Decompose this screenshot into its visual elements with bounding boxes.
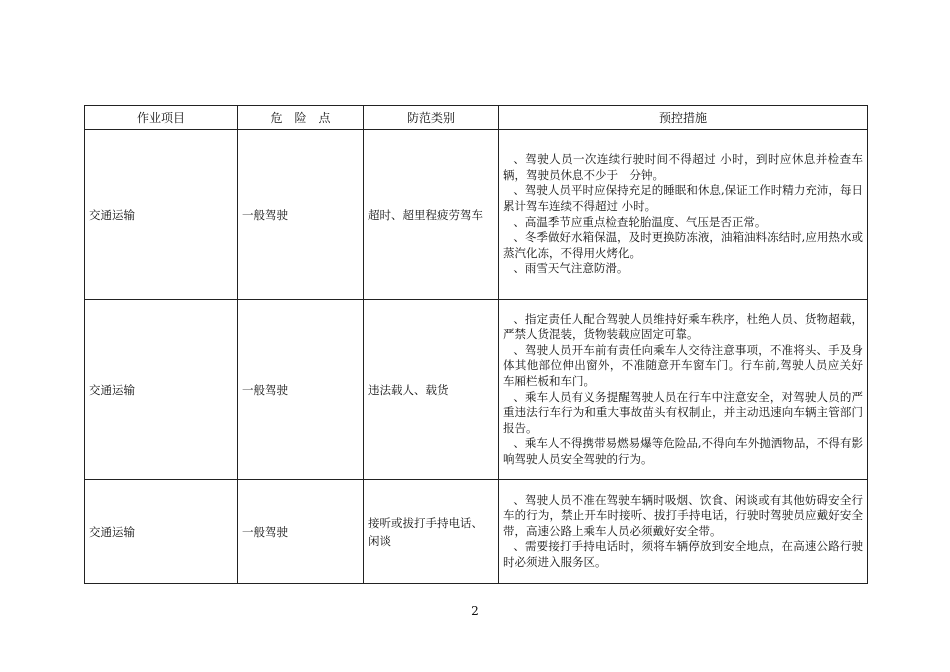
measure-item: 、需要接打手持电话时，须将车辆停放到安全地点，在高速公路行驶时必须进入服务区。 <box>503 539 863 569</box>
measure-item: 、驾驶人员不准在驾驶车辆时吸烟、饮食、闲谈或有其他妨碍安全行车的行为，禁止开车时接听、拔打手持电话，行驶时驾驶员应戴好安全带，高速公路上乘车人员必须戴好安全带。 <box>503 492 863 538</box>
hazard-cell: 一般驾驶 <box>238 300 364 480</box>
hazard-cell: 一般驾驶 <box>238 480 364 584</box>
header-measures: 预控措施 <box>499 106 868 130</box>
measure-item: 、乘车人员有义务提醒驾驶人员在行车中注意安全，对驾驶人员的严重违法行车行为和重大事故苗头有权制止，并主动迅速向车辆主管部门报告。 <box>503 389 863 435</box>
measure-item: 、驾驶人员平时应保持充足的睡眠和休息,保证工作时精力充沛，每日累计驾车连续不得超过 小时。 <box>503 183 863 213</box>
measures-cell <box>499 130 868 300</box>
page-number: 2 <box>471 604 479 618</box>
table-row <box>85 300 868 480</box>
hazard-cell: 一般驾驶 <box>238 130 364 300</box>
category-cell: 超时、超里程疲劳驾车 <box>364 130 499 300</box>
project-cell: 交通运输 <box>85 480 238 584</box>
measure-item: 、雨雪天气注意防滑。 <box>513 261 629 276</box>
measure-item: 、乘车人不得携带易燃易爆等危险品,不得向车外抛洒物品，不得有影响驾驶人员安全驾驶的行为。 <box>503 436 863 466</box>
measure-item: 、冬季做好水箱保温，及时更换防冻液，油箱油料冻结时,应用热水或蒸汽化冻，不得用火烤化。 <box>503 230 863 260</box>
table-header-row <box>85 106 868 130</box>
table-row <box>85 130 868 300</box>
measure-item: 、高温季节应重点检查轮胎温度、气压是否正常。 <box>513 214 767 229</box>
measures-cell <box>499 480 868 584</box>
header-hazard: 危 险 点 <box>238 106 364 130</box>
category-cell: 接听或拔打手持电话、闲谈 <box>364 480 499 584</box>
measure-item: 、驾驶人员一次连续行驶时间不得超过 小时，到时应休息并检查车辆，驾驶员休息不少于 分钟。 <box>503 152 863 182</box>
measures-cell <box>499 300 868 480</box>
header-category: 防范类别 <box>364 106 499 130</box>
category-cell: 违法载人、载货 <box>364 300 499 480</box>
table-row <box>85 480 868 584</box>
project-cell: 交通运输 <box>85 300 238 480</box>
project-cell: 交通运输 <box>85 130 238 300</box>
measure-item: 、驾驶人员开车前有责任向乘车人交待注意事项，不准将头、手及身体其他部位伸出窗外，不准随意开车窗车门。行车前,驾驶人员应关好车厢栏板和车门。 <box>503 342 863 388</box>
risk-control-table <box>84 105 868 584</box>
header-project: 作业项目 <box>85 106 238 130</box>
measure-item: 、指定责任人配合驾驶人员维持好乘车秩序，杜绝人员、货物超载，严禁人货混装，货物装载应固定可靠。 <box>503 311 863 342</box>
